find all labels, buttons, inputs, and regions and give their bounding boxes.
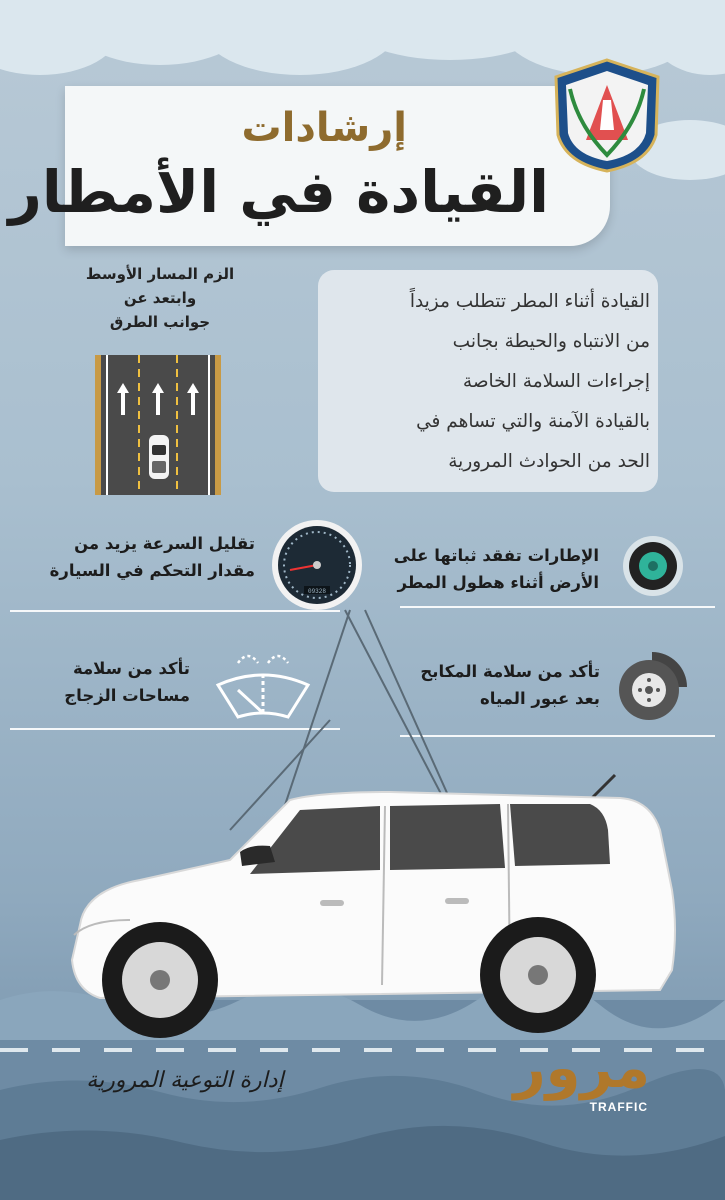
lane-tip-line: وابتعد عن: [123, 289, 197, 307]
lane-tip-line: الزم المسار الأوسط: [85, 265, 235, 283]
logo-arabic: مرور: [513, 1036, 650, 1101]
tip-tires-line: الأرض أثناء هطول المطر: [397, 573, 599, 592]
lane-tip-line: جوانب الطرق: [109, 313, 211, 331]
tip-brakes-line: تأكد من سلامة المكابح: [420, 662, 600, 681]
tip-wipers-line: تأكد من سلامة: [72, 659, 190, 678]
intro-line: الحد من الحوادث المرورية: [448, 451, 650, 472]
intro-text: [330, 282, 650, 482]
logo-latin: TRAFFIC: [589, 1100, 648, 1114]
tip-speed-line: تقليل السرعة يزيد من: [74, 534, 255, 553]
footer-department: إدارة التوعية المرورية: [86, 1068, 284, 1093]
odometer-reading: 09328: [307, 588, 327, 595]
intro-line: من الانتباه والحيطة بجانب: [452, 331, 650, 352]
speedometer-icon: [270, 518, 364, 612]
intro-line: القيادة أثناء المطر تتطلب مزيداً: [409, 291, 650, 312]
traffic-logo: [513, 1028, 660, 1128]
road-illustration: [95, 355, 221, 495]
tip-wipers-line: مساحات الزجاج: [64, 686, 190, 705]
tip-brakes-line: بعد عبور المياه: [480, 689, 600, 708]
lane-tip-caption: [60, 262, 260, 334]
subtitle: إرشادات: [241, 105, 407, 151]
tip-tires: [359, 542, 599, 596]
intro-line: إجراءات السلامة الخاصة: [462, 371, 650, 392]
tip-tires-line: الإطارات تفقد ثباتها على: [393, 546, 599, 565]
tip-speed: [25, 530, 255, 584]
tire-icon: [622, 535, 684, 597]
suv-car-illustration: [60, 770, 690, 1040]
page-title: القيادة في الأمطار: [8, 158, 549, 226]
intro-line: بالقيادة الآمنة والتي تساهم في: [416, 411, 650, 432]
traffic-department-seal: [548, 55, 666, 175]
tip-speed-line: مقدار التحكم في السيارة: [49, 561, 255, 580]
